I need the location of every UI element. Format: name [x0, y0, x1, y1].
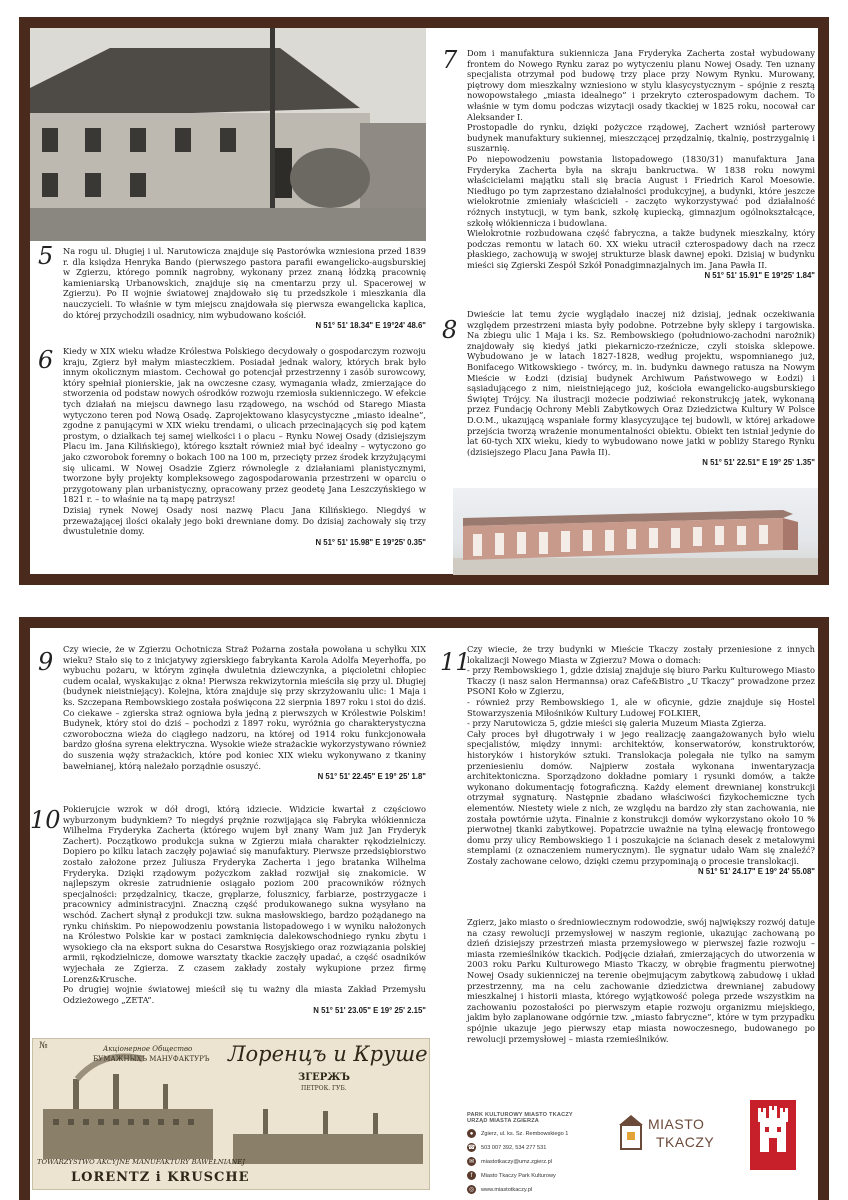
- section-11-item-1: - przy Rembowskiego 1, gdzie dzisiaj znajduje się biuro Parku Kulturowego Miasto Tkaczy (i nasz salon Hermannsa) oraz Cafe&Bistro „U Tkaczy” prowadzone przez PSONI Koło w Zgierzu,: [467, 665, 815, 697]
- section-10-gps: N 51° 51' 23.05" E 19° 25' 2.15": [313, 1006, 426, 1016]
- zgierz-coat-of-arms: [750, 1100, 796, 1170]
- section-11-item-3: - przy Narutowicza 5, gdzie mieści się galeria Muzeum Miasta Zgierza.: [467, 718, 767, 729]
- section-11-item-2: - również przy Rembowskiego 1, ale w oficynie, gdzie znajduje się Hostel Stowarzyszenia Miłośników Kultury Ludowej FOLKIER,: [467, 696, 815, 718]
- contact-email[interactable]: miastotkaczy@umz.zgierz.pl: [481, 1158, 552, 1165]
- section-10-text: [63, 804, 426, 1017]
- castle-crest-icon: [750, 1100, 796, 1170]
- section-5-number: 5: [38, 242, 54, 270]
- contact-phone[interactable]: 503 007 392, 534 277 531: [481, 1144, 547, 1151]
- contact-header-1: PARK KULTUROWY MIASTO TKACZY: [467, 1112, 573, 1118]
- weaver-house-icon: [618, 1114, 644, 1150]
- section-9-gps: N 51° 51' 22.45" E 19° 25' 1.8": [317, 772, 426, 782]
- section-6-text: [63, 346, 426, 548]
- section-6-paragraph-1: Kiedy w XIX wieku władze Królestwa Polskiego decydowały o gospodarczym rozwoju kraju, Zgierz był małym miasteczkiem. Posiadał jednak walory, których brak było innym okolicznym miastom. Cechował go potencjał przestrzenny i zasób surowcowy, który spełniał pionierskie, jak na owczesne czasy, wymagania władz, zmierzające do stworzenia od podstaw nowych ośrodków rozwoju rzemiosła sukienniczego. W efekcie tych działań na miejscu dawnego lasu rządowego, na wschód od Starego Miasta wytyczono teren pod Nową Osadę. Zaprojektowano klasycystyczne „miasto idealne”, zgodne z panującymi w XIX wieku trendami, o ulicach przecinających się pod kątem prostym, o działkach tej samej wielkości i o placu – Rynku Nowej Osady (dzisiejszym Placu im. Jana Kilińskiego), którego kształt również miał być idealny – wytyczono go jako czworobok foremny o bokach 100 na 100 m, przecięty przez środek krzyżującymi się ulicami. W Nowej Osadzie Zgierz równolegle z działaniami planistycznymi, tworzone były projekty kompleksowego zagospodarowania przestrzeni w oparciu o przygotowany plan urbanistyczny, opracowany przez geodetę Jana Leszczyńskiego w 1821 r. – to właśnie na tą mapę patrzysz!: [63, 346, 426, 505]
- section-7-paragraph-2: Prostopadle do rynku, dzięki pożyczce rządowej, Zachert wzniósł parterowy budynek manufaktury sukiennej, mieszczącej przędzalnię, tkalnię, postrzygalnię i suszarnię.: [467, 122, 815, 154]
- section-9-paragraph: Czy wiecie, że w Zgierzu Ochotnicza Straż Pożarna została powołana u schyłku XIX wieku? Stało się to z inicjatywy zgierskiego fabrykanta Karola Adolfa Meyerhoffa, po wybuchu pożaru, w którym zginęła dwuletnia dziewczynka, a pięcioletni chłopiec cudem ocalał, wyskakując z okna! Pierwsza rekwizytornia mieściła się przy ul. Długiej (budynek nieistniejący). Kolejna, która znajduje się przy skrzyżowaniu ulic: 1 Maja i ks. Szczepana Rembowskiego została poświęcona 22 sierpnia 1897 roku i stoi do dziś. Co ciekawe – zgierska straż ogniowa była jedną z pierwszych w Królestwie Polskim! Budynek, który stoi do dziś – pochodzi z 1897 roku, wyróżnia go charakterystyczna czworoboczna wieża do ciągłego nadzoru, na której od 1914 roku funkcjonowała bardzo głośna syrena elektryczna. Wysokie wieże strażackie wykorzystywano również do suszenia węży strażackich, które pod koniec XIX wieku wykonywano z tkaniny bawełnianej, którą należało porządnie osuszyć.: [63, 644, 426, 771]
- closing-paragraph: Zgierz, jako miasto o średniowiecznym rodowodzie, swój największy rozwój datuje na czasy rewolucji przemysłowej w naszym regionie, ukazując zachowaną po dzień dzisiejszy przestrzeń miasta przemysłowego w pierwszej fazie rozwoju – miasta rzemieślników tkackich. Podjęcie działań, zmierzających do utworzenia w 2003 roku Parku Kulturowego Miasto Tkaczy, w obrębie fragmentu pierwotnej Nowej Osady sukienniczej na terenie obejmującym zabytkową zabudowę i układ przestrzenny, ma na celu zachowanie dziedzictwa drewnianej zabudowy mieszkalnej i historii miasta, którego wyjątkowość polega przede wszystkim na zachowaniu pozostałości po pierwszym etapie rozwoju organizmu miejskiego, jakim było zaplanowane odgórnie tzw. „miasto fabryczne”, które w tym przypadku spójnie ukazuje jego pierwszy etap miasta nowoczesnego, budowanego po rewolucji przemysłowej – miasta rzemieślników.: [467, 917, 815, 1044]
- contact-address-row: [467, 1129, 617, 1138]
- section-7-paragraph-4: Wielokrotnie rozbudowana część fabryczna, a także budynek mieszkalny, który podczas remontu w latach 60. XX wieku utracił czterospadowy dach na rzecz płaskiego, zachowują w swojej strukturze blask dawnej epoki. Dzisiaj w budynku mieści się Zgierski Zespół Szkół Ponadgimnazjalnych im. Jana Pawła II.: [467, 228, 815, 270]
- section-10-paragraph-1: Pokierujcie wzrok w dół drogi, którą idziecie. Widzicie kwartał z częściowo wyburzonym budynkiem? To niegdyś prężnie rozwijająca się Fabryka włókiennicza Wilhelma Fryderyka Zacherta (którego wujem był znany Wam już Jan Fryderyk Zachert). Początkowo produkcja sukna w Zgierzu miała charakter rękodzielniczy. Dopiero po kilku latach zaczęły pojawiać się manufaktury. Pierwsze przedsiębiorstwo zostało założone przez Juliusza Fryderyka Zacherta i jego bratanka Wilhelma Fryderyka. Dzięki rządowym pożyczkom zakład rozwijał się znakomicie. W najlepszym okresie zatrudnienie osiągało poziom 200 pracowników różnych specjalności: przędzalnicy, tkacze, gręplarze, folusznicy, farbiarze, postrzygacze i pracownicy administracyjni. Znaczną część produkowanego sukna wysyłano na wschód. Zachert słynął z produkcji tzw. sukna masłowskiego, bardzo pożądanego na rynku chińskim. Po niepowodzeniu powstania listopadowego i w wyniku nałożonych na Królestwo Polskie kar w postaci zamknięcia dalekowschodniego rynku zbytu i wysokiego cła na eksport sukna do Cesarstwa Rosyjskiego oraz rozwiązania polskiej armii, rękodzielnicze, domowe warsztaty tkackie zaczęły upadać, a część osadników wyjechała ze Zgierza. Z czasem zakłady zostały wykupione przez firmę Lorenz&Krusche.: [63, 804, 426, 984]
- contact-web-row[interactable]: [467, 1185, 617, 1194]
- email-icon: ✉: [468, 1159, 475, 1165]
- section-5-text: [63, 246, 426, 332]
- web-icon: ◎: [468, 1187, 475, 1193]
- advert-polish-line: TOWARZYSTWO AKCYJNE MANUFAKTURY BAWEŁNIANEJ: [37, 1158, 245, 1166]
- section-11-gps: N 51° 51' 24.17" E 19° 24' 55.08": [697, 867, 815, 877]
- pastorowka-photo: [30, 28, 426, 241]
- section-5-paragraph: Na rogu ul. Długiej i ul. Narutowicza znajduje się Pastorówka wzniesiona przed 1839 r. dla księdza Henryka Bando (pierwszego pastora parafii ewangelicko-augsburskiej w Zgierzu, którego pomnik nagrobny, wykonany przez znaną łódzką pracownię kamieniarską Urbanowskich, znajduje się na cmentarzu przy ul. Spacerowej w Zgierzu). Po II wojnie światowej znajdowało się tu przedszkole i mieszkania dla nauczycieli. To właśnie w tym miejscu znajdowała się pierwsza ewangelicka kaplica, do której przychodzili osadnicy, nim wybudowano kościół.: [63, 246, 426, 320]
- section-7-number: 7: [442, 46, 458, 74]
- bottom-panel: [19, 617, 829, 1200]
- contact-block: [467, 1112, 617, 1194]
- contact-facebook-row[interactable]: [467, 1171, 617, 1180]
- section-10-number: 10: [30, 806, 61, 834]
- contact-web[interactable]: www.miastotkaczy.pl: [481, 1186, 533, 1193]
- section-6-number: 6: [38, 346, 54, 374]
- advert-brand: LORENTZ i KRUSCHE: [71, 1170, 250, 1185]
- section-8-number: 8: [442, 316, 458, 344]
- section-5-gps: N 51° 51' 18.34" E 19°24' 48.6": [315, 321, 426, 331]
- phone-icon: ☎: [467, 1145, 476, 1151]
- logo-line-2: TKACZY: [656, 1134, 715, 1150]
- facebook-icon: f: [467, 1171, 476, 1180]
- section-6-gps: N 51° 51' 15.98" E 19°25' 0.35": [315, 537, 426, 547]
- section-10-paragraph-2: Po drugiej wojnie światowej mieścił się tu ważny dla miasta Zakład Przemysłu Odzieżowego „ZETA”.: [63, 984, 426, 1005]
- pastorowka-photo-drawing: [30, 28, 426, 241]
- miasto-tkaczy-logo: [618, 1114, 728, 1154]
- section-7-paragraph-3: Po niepowodzeniu powstania listopadowego (1830/31) manufaktura Jana Fryderyka Zacherta była na skraju bankructwa. W 1838 roku nowymi właścicielami majątku stali się bracia August i Friedrich Karol Moesowie. Niedługo po tym zaprzestano działalności produkcyjnej, a budynki, które jeszcze wielokrotnie zmieniały właścicieli - zaczęto wykorzystywać pod działalność różnych instytucji, w tym bank, szkołę kupiecką, gimnazjum ogólnokształcące, szkołę włókiennicza i budowlana.: [467, 153, 815, 228]
- logo-line-1: MIASTO: [648, 1116, 705, 1132]
- lorentz-krusche-advert: [32, 1038, 430, 1190]
- top-panel: [19, 17, 829, 585]
- section-7-gps: N 51° 51' 15.91" E 19°25' 1.84": [704, 271, 815, 281]
- advert-city: ЗГЕРЖЪ: [298, 1072, 350, 1083]
- contact-phone-row[interactable]: [467, 1143, 617, 1152]
- advert-script-title: Лоренцъ и Круше: [228, 1042, 428, 1066]
- map-pin-icon: ●: [467, 1129, 476, 1138]
- contact-address: Zgierz, ul. ks. Sz. Rembowskiego 1: [481, 1130, 569, 1137]
- section-8-text: [467, 309, 815, 469]
- market-stalls-reconstruction-image: [453, 488, 818, 575]
- contact-facebook[interactable]: Miasto Tkaczy Park Kulturowy: [481, 1172, 556, 1179]
- section-11-paragraph: Cały proces był długotrwały i w jego realizację zaangażowanych było wielu specjalistów, między innymi: architektów, konserwatorów, konstruktorów, historyków i historyków sztuki. Translokacja polegała nie tylko na samym przeniesieniu domów. Najpierw została wykonana inwentaryzacja architektoniczna. Sporządzono dokładne pomiary i rysunki domów, a także wykonano dokumentację fotograficzną. Każdy element drewnianej konstrukcji otrzymał sygnaturę. Następnie zbadano właściwości fizykochemiczne tych elementów. Niestety wiele z nich, ze względu na bardzo zły stan zachowania, nie została powtórnie użyta. Finalnie z konstrukcji domów wykorzystano około 10 % pierwotnej tkanki zabytkowej. Popatrzcie uważnie na tylną elewację frontowego domu przy ulicy Rembowskiego 1 i poszukajcie na ścianach desek z metalowymi stemplami (z oznaczeniem numerycznym). Ile sygnatur udało Wam się znaleźć? Zostały zachowane celowo, dzięki czemu przypominają o procesie translokacji.: [467, 728, 815, 866]
- contact-header-2: URZĄD MIASTA ZGIERZA: [467, 1118, 540, 1124]
- section-11-text: [467, 644, 815, 878]
- section-9-number: 9: [38, 648, 54, 676]
- section-9-text: [63, 644, 426, 783]
- contact-email-row[interactable]: [467, 1157, 617, 1166]
- advert-number-sign: №: [39, 1041, 48, 1051]
- advert-russian-line-1: Акціонерное Общество: [103, 1045, 193, 1053]
- section-11-intro: Czy wiecie, że trzy budynki w Mieście Tkaczy zostały przeniesione z innych lokalizacji Nowego Miasta w Zgierzu? Mowa o domach:: [467, 644, 815, 665]
- section-11-number: 11: [440, 648, 471, 676]
- advert-gubernia: ПЕТРОК. ГУБ.: [301, 1085, 347, 1092]
- market-stalls-drawing: [453, 488, 818, 575]
- section-6-paragraph-2: Dzisiaj rynek Nowej Osady nosi nazwę Placu Jana Kilińskiego. Niegdyś w przeważającej ilości okalały jego boki drewniane domy. Do dzisiaj zachowały się trzy dwustuletnie domy.: [63, 504, 426, 537]
- closing-text: [467, 917, 815, 1044]
- section-7-paragraph-1: Dom i manufaktura sukiennicza Jana Fryderyka Zacherta został wybudowany frontem do Nowego Rynku zaraz po wytyczeniu planu Nowej Osady. Ten uznany specjalista otrzymał pod budowę trzy place przy Nowym Rynku. Murowany, piętrowy dom mieszkalny wzniesiono w stylu klasycystycznym – spójnie z resztą nowopowstałego „miasta idealnego” i przekryto czterospadowym dachem. To właśnie w tym domu podczas wizytacji osady tkackiej w 1825 roku, nocował car Aleksander I.: [467, 48, 815, 122]
- section-8-paragraph: Dwieście lat temu życie wyglądało inaczej niż dzisiaj, jednak oczekiwania względem przestrzeni miasta były podobne. Potrzebne były sklepy i targowiska. Na zbiegu ulic 1 Maja i ks. Sz. Rembowskiego (południowo-zachodni narożnik) znajdowały się kiedyś jatki piekarniczo-rzeźnicze, czyli stoiska sklepowe. Wybudowano je w latach 1827-1828, według projektu, wspomnianego już, Bonifacego Witkowskiego - twórcy, m. in. budynku dawnego ratusza na Nowym Mieście w Łodzi (dzisiaj budynek Archiwum Państwowego w Łodzi) i sąsiadującego z nim, nieistniejącego już, kościoła ewangelicko-augsburskiego Świętej Trójcy. Na ilustracji możecie podziwiać rekonstrukcję jatek, wykonaną przez Fundację Ochrony Mebli Zabytkowych Oraz Dziedzictwa Kultury W Polsce D.O.M., ukazującą wspaniałe formy klasycyzujące tej budowli, w której arkadowe przejścia tworzą wrażenie monumentalności obiektu. Obiekt ten istniał jedynie do lat 60-tych XIX wieku, kiedy to wybudowano nowe jatki w pobliży Starego Rynku (dzisiejszego Placu Jana Pawła II).: [467, 309, 815, 457]
- section-8-gps: N 51° 51' 22.51" E 19° 25' 1.35": [702, 458, 815, 468]
- advert-russian-line-2: БУМАЖНЫХЪ МАНУФАКТУРЪ: [93, 1055, 210, 1063]
- section-7-text: [467, 48, 815, 282]
